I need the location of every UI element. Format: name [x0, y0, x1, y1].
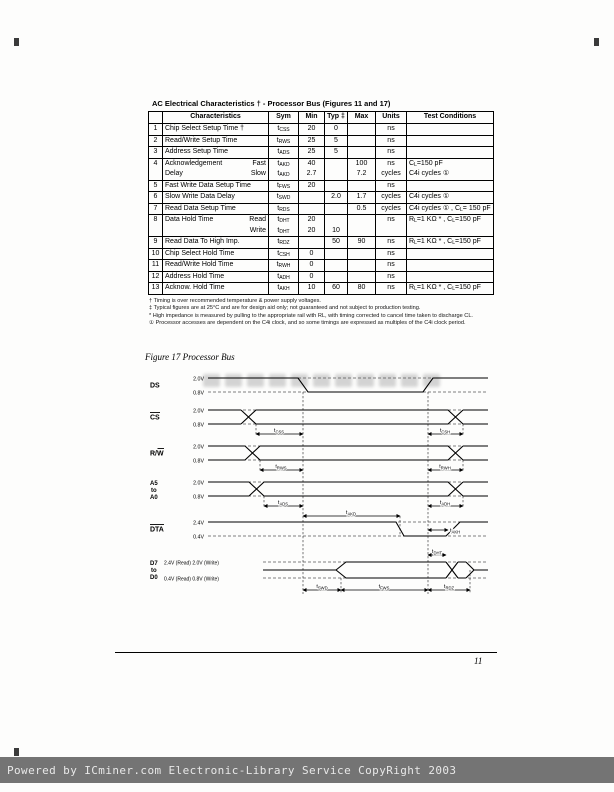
table-row: 10 Chip Select Hold Time $t_{CSH}$ 0 ns — [149, 248, 494, 260]
svg-text:tCSS: $t_{CSS}$ — [273, 428, 285, 435]
level-label: 0.4V (Read) 0.8V (Write) — [164, 576, 219, 583]
timing-label-tdht — [428, 549, 446, 555]
col-num — [149, 112, 163, 124]
col-sym: Sym — [269, 112, 299, 124]
level-label: 0.8V — [193, 422, 204, 429]
timing-label-tads — [264, 500, 303, 506]
timing-label-tcsh — [428, 428, 463, 434]
svg-text:tAKD: $t_{AKD}$ — [345, 510, 357, 517]
scan-mark — [14, 748, 19, 756]
timing-diagram — [148, 366, 493, 602]
table-row: 13 Acknow. Hold Time $t_{AKH}$ 10 60 80 ns $R_L=1$ KΩ * , $C_L=150$ pF — [149, 283, 494, 295]
table-row: 2 Read/Write Setup Time $t_{RWS}$ 25 5 ns — [149, 135, 494, 147]
table-row: 6 Slow Write Data Delay $t_{SWD}$ 2.0 1.7 cycles C4i cycles ① — [149, 192, 494, 204]
svg-text:tSWD: $t_{SWD}$ — [316, 584, 328, 591]
level-label: 2.4V — [193, 520, 204, 527]
waveform-data — [263, 562, 488, 578]
timing-label-tadh — [428, 500, 463, 506]
signal-name-a5: A5 — [150, 481, 158, 487]
signal-name-dta: DTA — [150, 526, 164, 534]
col-test-conditions: Test Conditions — [407, 112, 494, 124]
level-label: 0.8V — [193, 390, 204, 397]
waveform-rw — [208, 446, 488, 460]
waveform-address — [208, 482, 488, 496]
level-label: 2.4V (Read) 2.0V (Write) — [164, 560, 219, 567]
table-row: 4 Acknowledgement Fast Delay Slow $t_{AKD}$ $t_{AKD}$ 40 2.7 100 7.2 ns cycles $C_L=150$ pF C4i cycles ① — [149, 158, 494, 180]
signal-labels — [150, 377, 219, 583]
threshold-lines — [208, 378, 488, 578]
table-row: 7 Read Data Setup Time $t_{RDS}$ 0.5 cycles C4i cycles ① , $C_L= 150$ pF — [149, 203, 494, 215]
timing-label-trwh — [428, 464, 463, 470]
signal-name-d0: D0 — [150, 575, 158, 581]
table-row: 11 Read/Write Hold Time $t_{RWH}$ 0 ns — [149, 260, 494, 272]
level-label: 2.0V — [193, 444, 204, 451]
waveform-cs — [208, 410, 488, 424]
footnote: ① Processor accesses are dependent on the C4i clock, and so some timings are expressed as multiples of the C4i clock period. — [149, 320, 466, 327]
page-number: 11 — [474, 656, 483, 666]
svg-text:tRDZ: $t_{RDZ}$ — [443, 584, 455, 591]
timing-label-trws — [260, 464, 303, 470]
ac-table-body — [149, 124, 494, 295]
col-typ: Typ ‡ — [325, 112, 348, 124]
reference-lines — [256, 392, 470, 594]
svg-text:tADS: $t_{ADS}$ — [277, 500, 289, 507]
level-label: 2.0V — [193, 480, 204, 487]
table-header-row — [149, 112, 494, 124]
table-row: 12 Address Hold Time $t_{ADH}$ 0 ns — [149, 271, 494, 283]
footer-text: Powered by ICminer.com Electronic-Library Service CopyRight 2003 — [7, 763, 457, 777]
col-units: Units — [376, 112, 407, 124]
col-characteristics: Characteristics — [163, 112, 269, 124]
footnote: * High impedance is measured by pulling to the appropriate rail with RL, with timing corrected to cancel time taken to discharge CL. — [149, 312, 473, 319]
table-row: 5 Fast Write Data Setup Time $t_{FWS}$ 20 ns — [149, 180, 494, 192]
svg-text:tAKH: $t_{AKH}$ — [450, 528, 461, 535]
figure-caption: Figure 17 Processor Bus — [145, 352, 235, 362]
level-label: 0.8V — [193, 458, 204, 465]
footer-rule — [115, 652, 497, 653]
table-row: 3 Address Setup Time $t_{ADS}$ 25 5 ns — [149, 147, 494, 159]
signal-name-rw: R/W — [150, 450, 164, 458]
signal-name-d7: D7 — [150, 561, 158, 567]
col-min: Min — [299, 112, 325, 124]
footnote: ‡ Typical figures are at 25°C and are for design aid only; not guaranteed and not subject to production testing. — [149, 305, 421, 312]
table-row: 9 Read Data To High Imp. $t_{RDZ}$ 50 90 ns $R_L=1$ KΩ * , $C_L=150$ pF — [149, 237, 494, 249]
timing-label-tcss — [256, 428, 303, 434]
signal-name-ds: DS — [150, 382, 160, 390]
timing-label-tfws — [341, 584, 428, 590]
svg-text:tFWS: $t_{FWS}$ — [378, 584, 390, 591]
timing-label-trdz — [428, 584, 470, 590]
level-label: 0.8V — [193, 494, 204, 501]
signal-name-to: to — [151, 488, 157, 494]
svg-text:tDHT: $t_{DHT}$ — [431, 549, 443, 556]
svg-text:tADH: $t_{ADH}$ — [439, 500, 451, 507]
signal-name-cs: CS — [150, 414, 160, 422]
timing-label-tswd — [303, 584, 341, 590]
waveform-dta — [208, 522, 488, 536]
footnotes — [148, 298, 494, 328]
ac-table — [148, 111, 494, 295]
signal-name-to: to — [151, 568, 157, 574]
svg-text:tRWS: $t_{RWS}$ — [275, 464, 287, 471]
timing-label-takh — [428, 528, 460, 534]
svg-text:tRWH: $t_{RWH}$ — [439, 464, 451, 471]
level-label: 0.4V — [193, 534, 204, 541]
scan-mark — [594, 38, 599, 46]
table-row: 8 Data Hold Time Read Write $t_{DHT}$ $t_{DHT}$ 20 20 10 ns $R_L=1$ KΩ * , $C_L=150$ pF — [149, 215, 494, 237]
table-section — [148, 98, 494, 328]
footer-bar — [0, 757, 614, 783]
svg-text:tCSH: $t_{CSH}$ — [439, 428, 451, 435]
waveform-ds — [208, 378, 488, 392]
col-max: Max — [348, 112, 376, 124]
footnote: † Timing is over recommended temperature & power supply voltages. — [149, 297, 321, 304]
signal-name-a0: A0 — [150, 495, 158, 501]
table-row: 1 Chip Select Setup Time † $t_{CSS}$ 20 0 ns — [149, 124, 494, 136]
scan-mark — [14, 38, 19, 46]
level-label: 2.0V — [193, 408, 204, 415]
level-label: 2.0V — [193, 376, 204, 383]
table-title: AC Electrical Characteristics † - Processor Bus (Figures 11 and 17) — [152, 99, 391, 108]
timing-label-takd — [303, 510, 400, 516]
